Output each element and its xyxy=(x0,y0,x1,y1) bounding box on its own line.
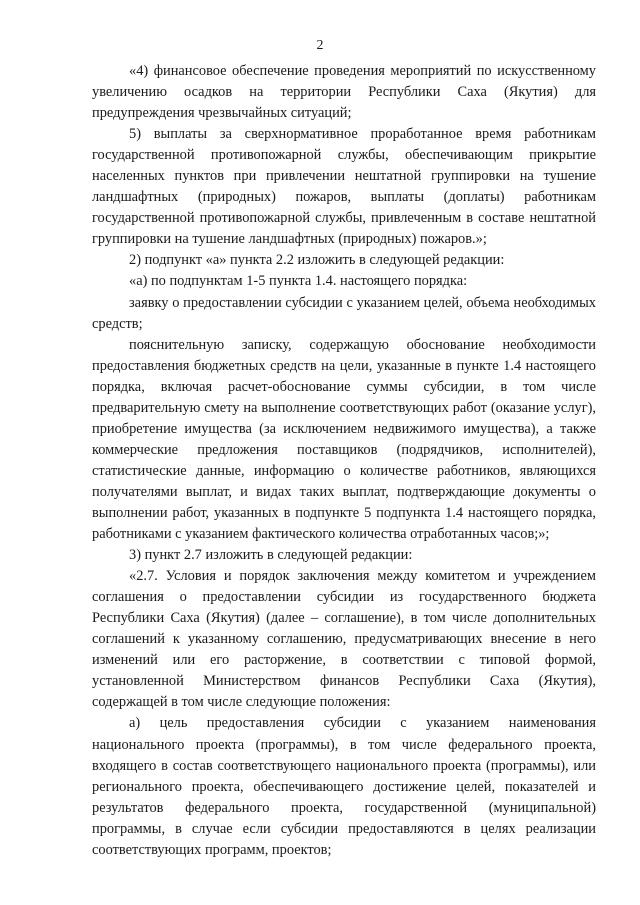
paragraph-subitem-a-purpose: а) цель предоставления субсидии с указанием наименования национального проекта (программы), в том числе федерального проекта, входящего в состав соответствующего национального проекта (программы), или регионального проекта, обеспечивающего достижение целей, показателей и результатов федерального проекта, государственной (муниципальной) программы, в случае если субсидии предоставляются в целях реализации соответствующих программ, проектов; xyxy=(92,715,596,858)
paragraph-section-2-7: «2.7. Условия и порядок заключения между комитетом и учреждением соглашения о предоставлении субсидии из государственного бюджета Республики Саха (Якутия) (далее – соглашение), в том числе дополнительных соглашений к указанному соглашению, предусматривающих внесение в него изменений или его расторжение, в соответствии с типовой формой, установленной Министерством финансов Республики Саха (Якутия), содержащей в том числе следующие положения: xyxy=(92,568,596,711)
page-number: 2 xyxy=(316,38,324,53)
paragraph-amendment-2-7: 3) пункт 2.7 изложить в следующей редакции: xyxy=(129,547,413,564)
paragraph-amendment-2-2: 2) подпункт «а» пункта 2.2 изложить в следующей редакции: xyxy=(129,252,505,269)
document-body xyxy=(92,61,596,861)
paragraph-application: заявку о предоставлении субсидии с указанием целей, объема необходимых средств; xyxy=(92,294,596,332)
paragraph-item-4-financing: «4) финансовое обеспечение проведения мероприятий по искусственному увеличению осадков на территории Республики Саха (Якутия) для предупреждения чрезвычайных ситуаций; xyxy=(92,63,596,122)
paragraph-item-5-payments: 5) выплаты за сверхнормативное проработанное время работникам государственной противопожарной службы, обеспечивающим прикрытие населенных пунктов при привлечении нештатной группировки на тушение ландшафтных (природных) пожаров, выплаты (доплаты) работникам государственной противопожарной службы, привлеченным в составе нештатной группировки на тушение ландшафтных (природных) пожаров.»; xyxy=(92,126,596,248)
paragraph-subitem-a: «а) по подпунктам 1-5 пункта 1.4. настоящего порядка: xyxy=(129,273,468,290)
paragraph-explanatory-note: пояснительную записку, содержащую обоснование необходимости предоставления бюджетных средств на цели, указанные в пункте 1.4 настоящего порядка, включая расчет-обоснование суммы субсидии, в том числе предварительную смету на выполнение соответствующих работ (оказание услуг), приобретение имущества (за исключением недвижимого имущества), а также коммерческие предложения поставщиков (подрядчиков, исполнителей), статистические данные, информацию о количестве работников, являющихся получателями выплат, и видах таких выплат, подтверждающие документы о выполнении работ, указанных в подпункте 5 подпункта 1.4 настоящего порядка, работниками с указанием фактического количества отработанных часов;»; xyxy=(92,336,596,543)
